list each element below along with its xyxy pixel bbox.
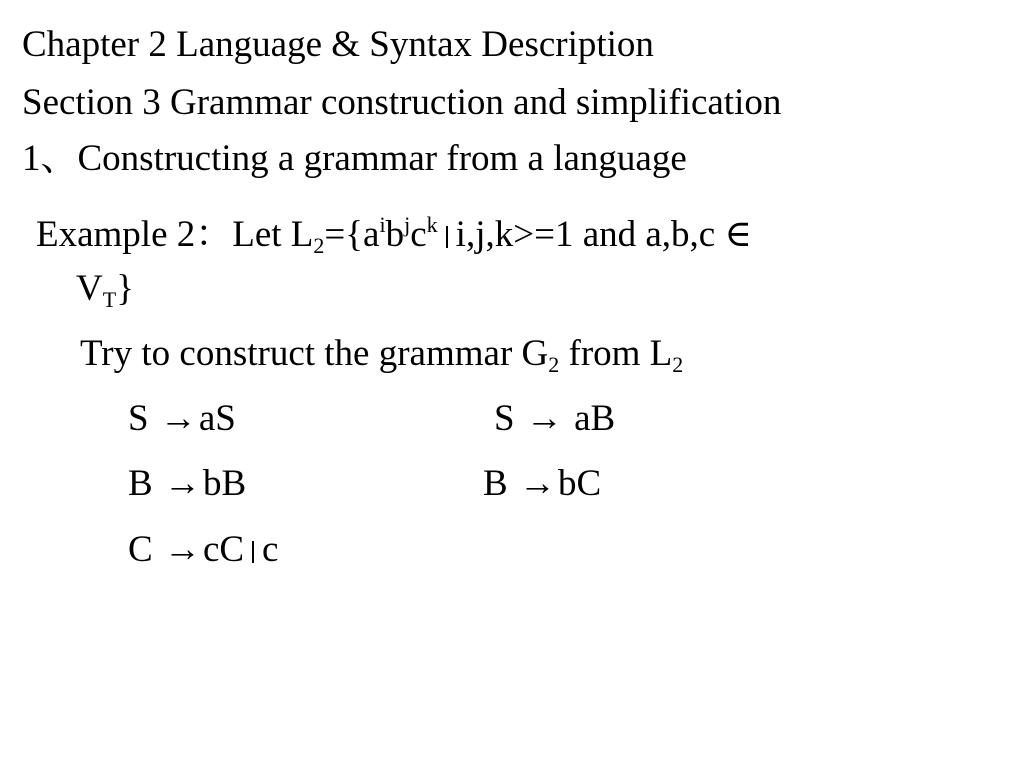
exponent-j: j bbox=[404, 212, 411, 237]
set-condition: i,j,k>=1 and a,b,c ∈ bbox=[455, 214, 752, 255]
terminal-subscript: T bbox=[102, 287, 117, 312]
example-statement bbox=[36, 212, 752, 258]
rule-lhs: C bbox=[128, 529, 153, 570]
rule-rhs: aB bbox=[564, 398, 616, 439]
terminal-set: V bbox=[76, 268, 103, 309]
set-close: } bbox=[116, 268, 134, 309]
rule-lhs: S bbox=[128, 398, 149, 439]
example-prefix: Example 2：Let L bbox=[36, 214, 314, 255]
arrow-icon: → bbox=[518, 463, 556, 504]
arrow-icon: → bbox=[525, 398, 563, 439]
arrow-icon: → bbox=[163, 463, 201, 504]
language-subscript-2: 2 bbox=[672, 352, 684, 377]
production-rule bbox=[483, 465, 601, 502]
production-rule bbox=[128, 531, 278, 568]
rule-lhs: B bbox=[128, 463, 153, 504]
task-text: Try to construct the grammar G bbox=[80, 333, 549, 374]
production-rule bbox=[128, 400, 236, 437]
rule-alternative: c bbox=[262, 529, 279, 570]
exponent-k: k bbox=[426, 212, 438, 237]
task-text-mid: from L bbox=[559, 333, 673, 374]
rule-lhs: S bbox=[494, 398, 515, 439]
symbol-c: c bbox=[410, 214, 427, 255]
chapter-title: Chapter 2 Language & Syntax Description bbox=[22, 24, 654, 65]
set-open: ={a bbox=[324, 214, 380, 255]
rule-rhs: bB bbox=[202, 463, 247, 504]
alternation-bar bbox=[252, 541, 254, 563]
production-rule bbox=[128, 465, 246, 502]
exponent-i: i bbox=[379, 212, 386, 237]
subsection-title: 1、Constructing a grammar from a language bbox=[22, 138, 687, 179]
language-subscript: 2 bbox=[313, 233, 325, 258]
task-statement bbox=[80, 333, 684, 377]
arrow-icon: → bbox=[163, 529, 201, 570]
rule-lhs: B bbox=[483, 463, 508, 504]
production-rule bbox=[494, 400, 615, 437]
section-title: Section 3 Grammar construction and simplification bbox=[22, 82, 782, 123]
symbol-b: b bbox=[385, 214, 405, 255]
rule-rhs: aS bbox=[198, 398, 236, 439]
such-that-bar bbox=[446, 226, 448, 248]
arrow-icon: → bbox=[159, 398, 197, 439]
example-statement-continued bbox=[76, 268, 134, 312]
grammar-subscript: 2 bbox=[548, 352, 560, 377]
rule-rhs: cC bbox=[202, 529, 245, 570]
rule-rhs: bC bbox=[557, 463, 602, 504]
